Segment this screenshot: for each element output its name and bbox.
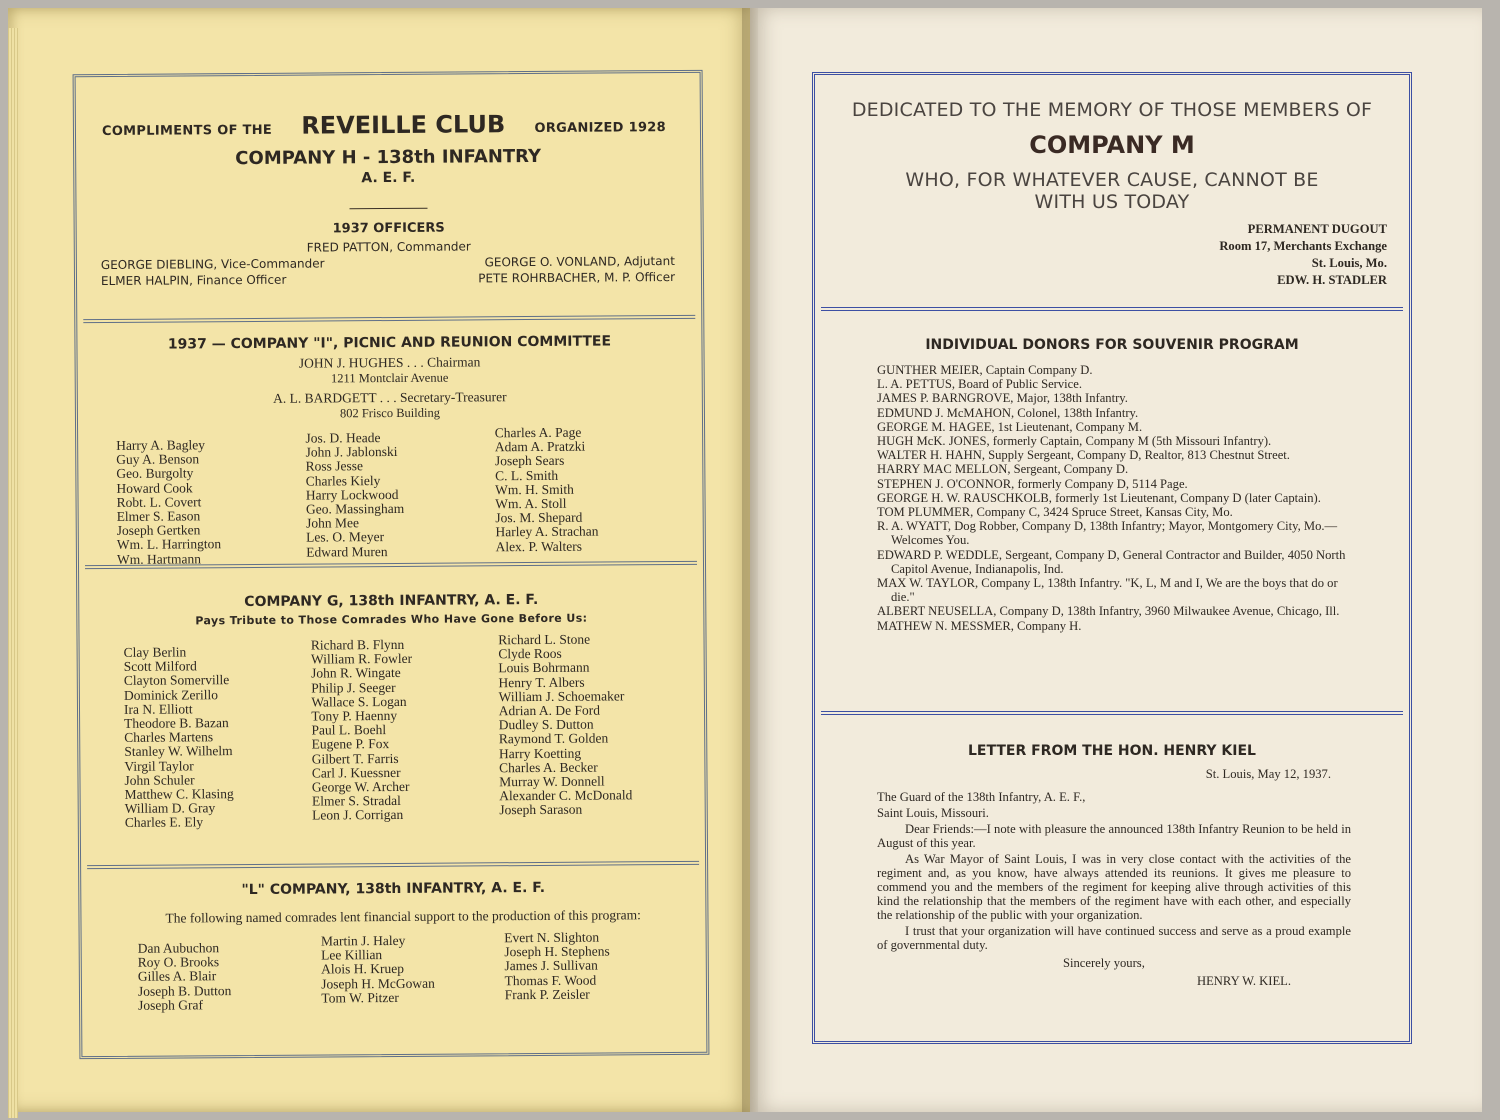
- list-item: Guy A. Benson: [116, 451, 200, 468]
- list-item: Gilles A. Blair: [137, 968, 217, 985]
- organized-text: ORGANIZED 1928: [534, 120, 667, 136]
- club-name: REVEILLE CLUB: [301, 110, 506, 140]
- list-item: GEORGE H. W. RAUSCHKOLB, formerly 1st Lieutenant, Company D (later Captain).: [877, 490, 1321, 505]
- dedication-line-2: WHO, FOR WHATEVER CAUSE, CANNOT BE: [905, 169, 1319, 191]
- page-stack-edge: [8, 28, 18, 1118]
- donors-section: [823, 311, 1401, 711]
- list-item: JAMES P. BARNGROVE, Major, 138th Infantry.: [877, 391, 1128, 406]
- list-item: Les. O. Meyer: [306, 529, 385, 546]
- company-i-names: [86, 419, 695, 567]
- list-item: HUGH McK. JONES, formerly Captain, Company M (5th Missouri Infantry).: [877, 434, 1272, 449]
- list-item: MAX W. TAYLOR, Company L, 138th Infantry. "K, L, M and I, We are the boys that do or die.": [877, 576, 1338, 605]
- list-item: Philip J. Seeger: [311, 679, 396, 696]
- company-m-heading: COMPANY M: [1029, 131, 1195, 159]
- list-item: MATHEW N. MESSMER, Company H.: [877, 618, 1082, 633]
- right-frame: [812, 72, 1412, 1044]
- list-item: Harry Lockwood: [305, 486, 399, 503]
- company-l-column-2: [321, 931, 505, 1011]
- list-item: Clay Berlin: [123, 644, 187, 660]
- letter-addressee-2: Saint Louis, Missouri.: [877, 806, 989, 820]
- list-item: Jos. D. Heade: [305, 430, 381, 446]
- list-item: Henry T. Albers: [498, 674, 585, 690]
- company-g-section: [87, 565, 697, 865]
- list-item: Joseph B. Dutton: [137, 982, 232, 999]
- permanent-dugout: [823, 221, 1401, 289]
- list-item: Wm. L. Harrington: [116, 536, 222, 553]
- list-item: Carl J. Kuessner: [311, 764, 401, 781]
- company-h-heading: COMPANY H - 138th INFANTRY: [235, 145, 542, 170]
- list-item: GUNTHER MEIER, Captain Company D.: [877, 363, 1093, 377]
- dugout-title: PERMANENT DUGOUT: [1247, 222, 1387, 236]
- company-g-title: COMPANY G, 138th INFANTRY, A. E. F.: [244, 591, 539, 611]
- company-l-names: [90, 922, 699, 1013]
- officers-title: 1937 OFFICERS: [332, 220, 445, 237]
- list-item: Virgil Taylor: [124, 758, 194, 774]
- letter-addressee-1: The Guard of the 138th Infantry, A. E. F.,: [877, 790, 1086, 804]
- company-l-title: "L" COMPANY, 138th INFANTRY, A. E. F.: [241, 879, 546, 899]
- list-item: Alex. P. Walters: [495, 538, 582, 554]
- list-item: Charles Kiely: [305, 472, 381, 489]
- list-item: Martin J. Haley: [320, 932, 406, 949]
- commander: FRED PATTON, Commander: [306, 239, 471, 255]
- list-item: Ira N. Elliott: [123, 701, 193, 717]
- secretary: A. L. BARDGETT . . . Secretary-Treasurer: [272, 389, 507, 406]
- chairman-address: 1211 Montclair Avenue: [330, 370, 449, 386]
- list-item: Joseph Graf: [138, 997, 203, 1013]
- company-i-column-1: [116, 428, 306, 567]
- list-item: Adam A. Pratzki: [494, 438, 586, 455]
- list-item: John Schuler: [124, 772, 195, 788]
- list-item: John Mee: [305, 515, 359, 531]
- list-item: Harry Koetting: [498, 745, 582, 761]
- list-item: Wm. A. Stoll: [495, 495, 567, 512]
- list-item: Jos. M. Shepard: [495, 509, 583, 526]
- company-g-column-2: [311, 633, 500, 829]
- chairman: JOHN J. HUGHES . . . Chairman: [298, 354, 481, 371]
- list-item: Elmer S. Eason: [116, 508, 201, 524]
- dugout-room: Room 17, Merchants Exchange: [1219, 239, 1387, 253]
- list-item: Charles E. Ely: [124, 814, 204, 831]
- list-item: Richard B. Flynn: [310, 636, 405, 653]
- list-item: Clayton Somerville: [123, 672, 230, 689]
- list-item: Alexander C. McDonald: [499, 787, 633, 804]
- list-item: GEORGE M. HAGEE, 1st Lieutenant, Company M.: [877, 419, 1143, 434]
- list-item: R. A. WYATT, Dog Robber, Company D, 138th Infantry; Mayor, Montgomery City, Mo.—Welcomes You.: [877, 519, 1338, 548]
- list-item: Geo. Burgolty: [116, 465, 194, 482]
- list-item: Frank P. Zeisler: [504, 986, 590, 1003]
- list-item: Joseph Sears: [494, 453, 565, 469]
- company-l-column-3: [504, 930, 688, 1010]
- list-item: Joseph H. Stephens: [504, 943, 610, 960]
- aef-text: A. E. F.: [361, 169, 416, 187]
- company-i-title: 1937 — COMPANY "I", PICNIC AND REUNION COMMITTEE: [167, 333, 612, 353]
- list-item: John J. Jablonski: [305, 444, 398, 460]
- list-item: Dan Aubuchon: [137, 940, 220, 956]
- list-item: Clyde Roos: [498, 646, 562, 662]
- company-g-column-1: [123, 635, 312, 831]
- list-item: ALBERT NEUSELLA, Company D, 138th Infantry, 3960 Milwaukee Avenue, Chicago, Ill.: [877, 604, 1340, 619]
- company-i-section: [85, 319, 695, 565]
- list-item: TOM PLUMMER, Company C, 3424 Spruce Street, Kansas City, Mo.: [877, 505, 1233, 520]
- list-item: Gilbert T. Farris: [311, 750, 399, 767]
- company-g-names: [87, 624, 696, 831]
- company-l-intro: The following named comrades lent financial support to the production of this program:: [165, 907, 641, 926]
- secretary-address: 802 Frisco Building: [339, 405, 440, 421]
- list-item: Roy O. Brooks: [137, 954, 220, 970]
- list-item: WALTER H. HAHN, Supply Sergeant, Company D, Realtor, 813 Chestnut Street.: [877, 448, 1290, 463]
- letter-paragraph-2: As War Mayor of Saint Louis, I was in very close contact with the activities of the regiment and, as you know, have always attended its reunions. It gives me pleasure to commend you and the members of the regiment for keeping alive through activities of this kind the relationship that the members of the regiment have with each other, and especially the relationship of the public with your organization.: [877, 852, 1351, 922]
- list-item: Elmer S. Stradal: [311, 793, 401, 809]
- dedication-line-3: WITH US TODAY: [1034, 191, 1190, 213]
- list-item: Tom W. Pitzer: [321, 989, 399, 1006]
- list-item: Raymond T. Golden: [498, 730, 609, 747]
- list-item: Charles Martens: [124, 729, 214, 746]
- dedication-line-1: DEDICATED TO THE MEMORY OF THOSE MEMBERS OF: [851, 99, 1373, 121]
- letter-date: St. Louis, May 12, 1937.: [1205, 767, 1331, 781]
- list-item: Joseph H. McGowan: [321, 975, 435, 992]
- list-item: Howard Cook: [116, 479, 193, 496]
- adjutant: GEORGE O. VONLAND, Adjutant: [484, 254, 675, 270]
- list-item: Joseph Gertken: [116, 522, 201, 539]
- letter-title: LETTER FROM THE HON. HENRY KIEL: [968, 743, 1256, 759]
- list-item: STEPHEN J. O'CONNOR, formerly Company D, 5114 Page.: [877, 476, 1188, 491]
- list-item: Alois H. Kruep: [321, 961, 405, 977]
- list-item: Tony P. Haenny: [311, 707, 398, 724]
- letter-closing: Sincerely yours,: [1063, 956, 1145, 970]
- short-rule: [350, 208, 428, 210]
- dugout-city: St. Louis, Mo.: [1311, 256, 1387, 270]
- donors-title: INDIVIDUAL DONORS FOR SOUVENIR PROGRAM: [925, 337, 1299, 353]
- list-item: Charles A. Page: [494, 424, 582, 441]
- vice-commander: GEORGE DIEBLING, Vice-Commander: [100, 256, 325, 273]
- list-item: Wm. Hartmann: [116, 550, 201, 567]
- letter-paragraph-3: I trust that your organization will have continued success and serve as a proud example of governmental duty.: [877, 924, 1351, 952]
- list-item: Murray W. Donnell: [499, 773, 605, 790]
- company-i-column-2: [305, 426, 495, 565]
- list-item: L. A. PETTUS, Board of Public Service.: [877, 377, 1082, 392]
- donor-list: [823, 363, 1401, 633]
- dugout-name: EDW. H. STADLER: [1277, 273, 1387, 287]
- list-item: Thomas F. Wood: [504, 972, 597, 988]
- list-item: Joseph Sarason: [499, 802, 583, 818]
- mp-officer: PETE ROHRBACHER, M. P. Officer: [478, 270, 676, 286]
- list-item: Eugene P. Fox: [311, 736, 390, 752]
- list-item: HARRY MAC MELLON, Sergeant, Company D.: [877, 462, 1129, 477]
- list-item: Ross Jesse: [305, 458, 364, 474]
- dedication-section: [823, 81, 1401, 307]
- list-item: Lee Killian: [321, 947, 383, 963]
- list-item: Geo. Massingham: [305, 500, 405, 517]
- finance-officer: ELMER HALPIN, Finance Officer: [100, 272, 287, 289]
- list-item: Theodore B. Bazan: [124, 715, 229, 731]
- reveille-club-section: [84, 79, 694, 319]
- list-item: Stanley W. Wilhelm: [124, 743, 233, 760]
- list-item: Richard L. Stone: [498, 631, 591, 648]
- left-frame: [73, 70, 710, 1059]
- list-item: Dominick Zerillo: [123, 686, 219, 703]
- list-item: C. L. Smith: [494, 467, 559, 483]
- list-item: Louis Bohrmann: [498, 660, 590, 676]
- compliments-text: COMPLIMENTS OF THE: [101, 122, 273, 140]
- list-item: Harley A. Strachan: [495, 523, 599, 540]
- list-item: William J. Schoemaker: [498, 688, 625, 705]
- list-item: Paul L. Boehl: [311, 722, 387, 738]
- list-item: Dudley S. Dutton: [498, 716, 594, 733]
- company-l-column-1: [138, 932, 322, 1012]
- list-item: EDMUND J. McMAHON, Colonel, 138th Infantry.: [877, 405, 1139, 420]
- list-item: Edward Muren: [306, 543, 388, 560]
- company-i-column-3: [495, 425, 685, 564]
- list-item: Robt. L. Covert: [116, 494, 202, 510]
- book-spine: [742, 8, 758, 1112]
- list-item: James J. Sullivan: [504, 957, 598, 974]
- list-item: John R. Wingate: [311, 665, 401, 681]
- list-item: Harry A. Bagley: [116, 437, 206, 453]
- list-item: Adrian A. De Ford: [498, 702, 600, 719]
- list-item: George W. Archer: [311, 778, 410, 795]
- list-item: Evert N. Slighton: [504, 929, 600, 946]
- list-item: Leon J. Corrigan: [312, 807, 404, 823]
- list-item: Matthew C. Klasing: [124, 786, 234, 802]
- list-item: Charles A. Becker: [499, 759, 598, 776]
- letter-signature: HENRY W. KIEL.: [1197, 974, 1291, 988]
- letter-section: [823, 715, 1401, 988]
- company-g-subtitle: Pays Tribute to Those Comrades Who Have Gone Before Us:: [195, 611, 588, 628]
- company-g-column-3: [498, 632, 687, 828]
- list-item: Scott Milford: [123, 658, 197, 675]
- list-item: Wm. H. Smith: [495, 481, 574, 498]
- letter-paragraph-1: Dear Friends:—I note with pleasure the announced 138th Infantry Reunion to be held in August of this year.: [877, 822, 1351, 850]
- list-item: William R. Fowler: [310, 651, 413, 667]
- company-l-section: [89, 865, 698, 1013]
- list-item: Wallace S. Logan: [311, 693, 407, 710]
- list-item: EDWARD P. WEDDLE, Sergeant, Company D, General Contractor and Builder, 4050 North Capitol Avenue, Indianapolis, Ind.: [877, 547, 1346, 576]
- list-item: William D. Gray: [124, 800, 216, 817]
